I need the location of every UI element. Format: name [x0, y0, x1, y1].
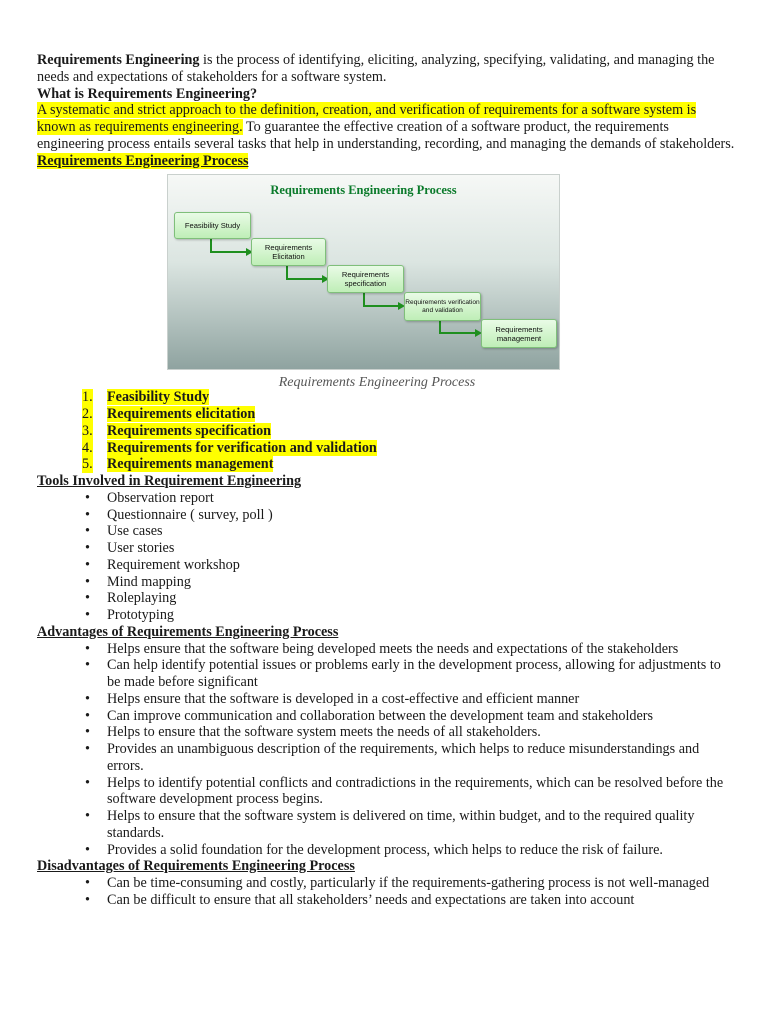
intro-paragraph [37, 52, 737, 86]
list-item [37, 423, 737, 440]
arrow-1 [211, 238, 246, 252]
list-item: • Can improve communication and collaboration between the development team and stakeholders [37, 708, 737, 725]
intro-text: is the process of identifying, eliciting, analyzing, specifying, validating, and managing the needs and expectations of stakeholders for a software system. [37, 52, 715, 85]
diagram-step-management: Requirements management [481, 319, 557, 348]
list-item: • Helps ensure that the software being developed meets the needs and expectations of the stakeholders [37, 641, 737, 658]
tools-list [37, 490, 737, 624]
list-item: • Helps to identify potential conflicts and contradictions in the requirements, which can be resolved before the software development process begins. [37, 775, 737, 809]
arrow-4 [440, 319, 475, 333]
list-text: Requirements elicitation [107, 406, 256, 422]
process-diagram [167, 174, 560, 370]
list-item: • Can be difficult to ensure that all stakeholders’ needs and expectations are taken into account [37, 892, 737, 909]
list-number: 5. [82, 456, 93, 473]
list-item: • Helps to ensure that the software system meets the needs of all stakeholders. [37, 724, 737, 741]
list-item: • Mind mapping [37, 574, 737, 591]
list-number: 4. [82, 439, 93, 456]
list-number: 1. [82, 389, 93, 406]
disadvantages-heading: Disadvantages of Requirements Engineering Process [37, 858, 355, 875]
list-item: • Use cases [37, 523, 737, 540]
advantages-list [37, 641, 737, 859]
list-item: • Can be time-consuming and costly, particularly if the requirements-gathering process is not well-managed [37, 875, 737, 892]
tools-heading: Tools Involved in Requirement Engineering [37, 473, 302, 489]
list-item: • Requirement workshop [37, 557, 737, 574]
list-text: Requirements for verification and validation [107, 439, 377, 456]
arrow-2 [287, 264, 322, 279]
disadvantages-list [37, 875, 737, 909]
list-text: Requirements specification [107, 422, 272, 439]
list-item [37, 440, 737, 457]
figure-caption: Requirements Engineering Process [278, 375, 476, 391]
list-item [37, 389, 737, 406]
list-item: • Helps ensure that the software is developed in a cost-effective and efficient manner [37, 691, 737, 708]
list-item: • Prototyping [37, 607, 737, 624]
list-item: • Provides an unambiguous description of the requirements, which helps to reduce misunderstandings and errors. [37, 741, 737, 775]
list-item: • Provides a solid foundation for the development process, which helps to reduce the risk of failure. [37, 842, 737, 859]
diagram-step-verification: Requirements verification and validation [404, 292, 481, 321]
diagram-step-specification: Requirements specification [327, 265, 404, 293]
diagram-title: Requirements Engineering Process [270, 183, 457, 198]
process-step-list [37, 389, 737, 473]
arrow-3 [364, 292, 398, 306]
list-item [37, 406, 737, 423]
what-is-heading: What is Requirements Engineering? [37, 85, 258, 102]
intro-term: Requirements Engineering [37, 52, 200, 68]
list-text: Feasibility Study [107, 389, 210, 406]
list-item: • User stories [37, 540, 737, 557]
list-text: Requirements management [107, 456, 274, 473]
list-number: 3. [82, 422, 93, 439]
list-item: • Roleplaying [37, 590, 737, 607]
definition-highlight: A systematic and strict approach to the definition, creation, and verification of requirements for a software system is known as requirements engineering. [37, 102, 697, 135]
process-heading [37, 153, 737, 170]
list-number: 2. [82, 406, 93, 422]
process-figure [37, 169, 737, 389]
process-heading-text: Requirements Engineering Process [37, 152, 249, 169]
definition-paragraph [37, 102, 737, 152]
advantages-heading: Advantages of Requirements Engineering Process [37, 623, 339, 640]
document-page [37, 52, 737, 909]
diagram-step-feasibility: Feasibility Study [174, 212, 251, 239]
list-item [37, 456, 737, 473]
list-item: • Helps to ensure that the software system is delivered on time, within budget, and to the required quality standards. [37, 808, 737, 842]
list-item: • Observation report [37, 490, 737, 507]
diagram-step-elicitation: Requirements Elicitation [251, 238, 326, 266]
definition-rest: To guarantee the effective creation of a software product, the requirements engineering process entails several tasks that help in understanding, recording, and managing the demands of stakeholders. [37, 119, 735, 152]
list-item: • Can help identify potential issues or problems early in the development process, allowing for adjustments to be made before significant [37, 657, 737, 691]
list-item: • Questionnaire ( survey, poll ) [37, 507, 737, 524]
